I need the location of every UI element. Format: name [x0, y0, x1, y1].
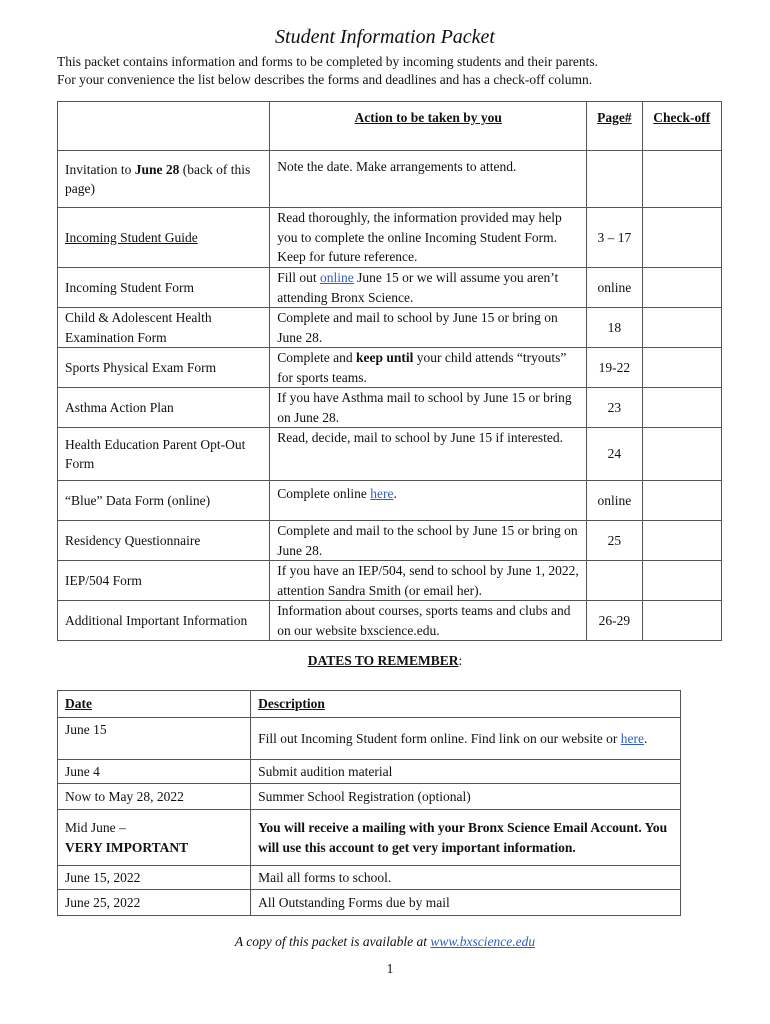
- action-text: June 15 or we will assume you aren’t attending Bronx Science.: [277, 270, 559, 305]
- form-action: Read thoroughly, the information provided may help you to complete the online Incoming Student Form. Keep for future reference.: [270, 208, 587, 268]
- action-text: Fill out: [277, 270, 321, 285]
- form-page: 24: [587, 428, 642, 481]
- checkoff-cell[interactable]: [642, 481, 722, 521]
- footer-note: [0, 934, 770, 950]
- description-cell: Summer School Registration (optional): [251, 784, 681, 810]
- form-page: 3 – 17: [587, 208, 642, 268]
- header-description: Description: [251, 691, 681, 718]
- date-line-bold: VERY IMPORTANT: [65, 839, 189, 855]
- form-action: Complete and mail to school by June 15 or bring on June 28.: [270, 308, 587, 348]
- table-row: [58, 208, 722, 268]
- dates-heading: DATES TO REMEMBER:: [307, 653, 463, 668]
- website-link[interactable]: www.bxscience.edu: [430, 934, 536, 949]
- checkoff-cell[interactable]: [642, 561, 722, 601]
- form-action: Complete and mail to the school by June 15 or bring on June 28.: [270, 521, 587, 561]
- header-action: Action to be taken by you: [270, 102, 587, 151]
- intro-line: For your convenience the list below describes the forms and deadlines and has a check-off column.: [57, 72, 593, 87]
- form-name: Incoming Student Form: [58, 268, 270, 308]
- form-page: 23: [587, 388, 642, 428]
- date-cell: [58, 810, 251, 866]
- table-row: [58, 348, 722, 388]
- checkoff-cell[interactable]: [642, 428, 722, 481]
- description-cell: [251, 718, 681, 760]
- form-page: online: [587, 481, 642, 521]
- description-text: Fill out Incoming Student form online. Find link on our website or: [258, 730, 621, 746]
- date-cell: Now to May 28, 2022: [58, 784, 251, 810]
- header-checkoff: Check-off: [642, 102, 722, 151]
- online-link[interactable]: online: [320, 270, 354, 285]
- dates-table-header: [58, 691, 681, 718]
- form-name: Additional Important Information: [58, 601, 270, 641]
- table-row: [58, 760, 681, 784]
- table-row: [58, 718, 681, 760]
- action-text: Complete online: [277, 486, 371, 501]
- table-row: [58, 428, 722, 481]
- description-cell: You will receive a mailing with your Bronx Science Email Account. You will use this account to get very important information.: [251, 810, 681, 866]
- form-name: Sports Physical Exam Form: [58, 348, 270, 388]
- form-name: Health Education Parent Opt-Out Form: [58, 428, 270, 481]
- form-name: Incoming Student Guide: [58, 208, 270, 268]
- description-cell: Mail all forms to school.: [251, 866, 681, 890]
- checkoff-cell[interactable]: [642, 521, 722, 561]
- form-page: [587, 561, 642, 601]
- checkoff-cell[interactable]: [642, 601, 722, 641]
- checkoff-cell[interactable]: [642, 151, 722, 208]
- form-action: [270, 348, 587, 388]
- form-page: [587, 151, 642, 208]
- page-number: 1: [386, 961, 394, 976]
- intro-text: [57, 53, 737, 89]
- table-row: [58, 521, 722, 561]
- intro-line: This packet contains information and forms to be completed by incoming students and their parents.: [57, 54, 598, 69]
- form-action: Note the date. Make arrangements to attend.: [270, 151, 587, 208]
- form-action: If you have an IEP/504, send to school by June 1, 2022, attention Sandra Smith (or email her).: [270, 561, 587, 601]
- form-name-text: (back of this page): [65, 161, 251, 196]
- forms-table: [57, 101, 722, 641]
- form-name: Residency Questionnaire: [58, 521, 270, 561]
- description-text: .: [644, 730, 648, 746]
- table-row: [58, 866, 681, 890]
- date-cell: June 25, 2022: [58, 890, 251, 916]
- form-action: [270, 268, 587, 308]
- header-page: Page#: [587, 102, 642, 151]
- table-row: [58, 308, 722, 348]
- action-text: .: [393, 486, 397, 501]
- table-row: [58, 268, 722, 308]
- table-row: [58, 890, 681, 916]
- date-cell: June 15, 2022: [58, 866, 251, 890]
- form-page: 18: [587, 308, 642, 348]
- form-page: online: [587, 268, 642, 308]
- form-page: 26-29: [587, 601, 642, 641]
- form-name: “Blue” Data Form (online): [58, 481, 270, 521]
- header-form-cell: [58, 102, 270, 151]
- checkoff-cell[interactable]: [642, 388, 722, 428]
- checkoff-cell[interactable]: [642, 308, 722, 348]
- date-cell: June 4: [58, 760, 251, 784]
- dates-table: [57, 690, 681, 916]
- form-action: If you have Asthma mail to school by June 15 or bring on June 28.: [270, 388, 587, 428]
- form-action: Read, decide, mail to school by June 15 if interested.: [270, 428, 587, 481]
- action-text: Complete and: [277, 350, 356, 365]
- form-action: [270, 481, 587, 521]
- here-link[interactable]: here: [620, 730, 644, 746]
- date-cell: June 15: [58, 718, 251, 760]
- forms-table-header: [58, 102, 722, 151]
- footer-text: A copy of this packet is available at: [234, 934, 431, 949]
- table-row: [58, 151, 722, 208]
- form-name-text: Invitation to: [65, 161, 135, 177]
- description-cell: Submit audition material: [251, 760, 681, 784]
- table-row: [58, 810, 681, 866]
- action-bold: keep until: [356, 350, 414, 365]
- page-title: Student Information Packet: [275, 26, 495, 48]
- form-name: Asthma Action Plan: [58, 388, 270, 428]
- table-row: [58, 388, 722, 428]
- checkoff-cell[interactable]: [642, 348, 722, 388]
- form-name: Child & Adolescent Health Examination Form: [58, 308, 270, 348]
- table-row: [58, 601, 722, 641]
- form-page: 19-22: [587, 348, 642, 388]
- form-page: 25: [587, 521, 642, 561]
- checkoff-cell[interactable]: [642, 268, 722, 308]
- date-line: Mid June –: [65, 820, 126, 835]
- description-cell: All Outstanding Forms due by mail: [251, 890, 681, 916]
- table-row: [58, 481, 722, 521]
- form-action: Information about courses, sports teams and clubs and on our website bxscience.edu.: [270, 601, 587, 641]
- form-name: [58, 151, 270, 208]
- header-date: Date: [58, 691, 251, 718]
- checkoff-cell[interactable]: [642, 208, 722, 268]
- here-link[interactable]: here: [370, 486, 394, 501]
- action-text: your child attends “tryouts” for sports teams.: [277, 350, 567, 385]
- table-row: [58, 784, 681, 810]
- form-name-bold: June 28: [134, 161, 180, 177]
- form-name: IEP/504 Form: [58, 561, 270, 601]
- dates-heading-text: DATES TO REMEMBER: [307, 653, 459, 668]
- table-row: [58, 561, 722, 601]
